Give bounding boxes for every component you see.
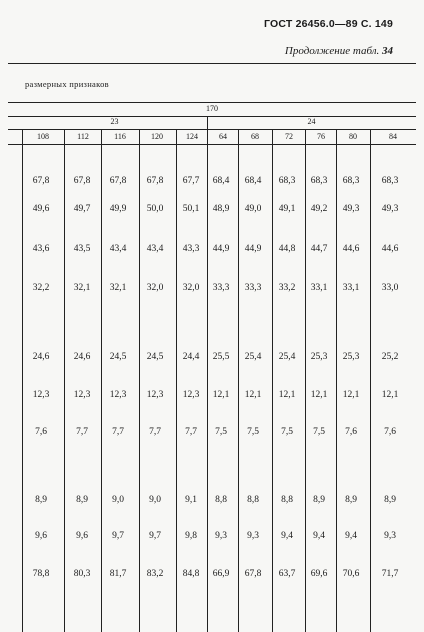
table-cell: 12,1 (278, 390, 296, 400)
table-cell: 9,1 (185, 495, 197, 505)
table-cell: 8,9 (345, 495, 357, 505)
table-cell: 12,1 (381, 390, 399, 400)
header-group-24: 24 (307, 117, 316, 126)
table-cell: 9,4 (345, 531, 357, 541)
table-cell: 9,3 (384, 531, 396, 541)
column-header: 76 (317, 132, 325, 141)
table-cell: 8,9 (313, 495, 325, 505)
table-cell: 32,0 (146, 283, 164, 293)
table-cell: 12,3 (73, 390, 91, 400)
table-cell: 33,3 (244, 283, 262, 293)
table-cell: 69,6 (310, 569, 328, 579)
table-cell: 44,9 (244, 244, 262, 254)
table-cell: 33,3 (212, 283, 230, 293)
table-cell: 7,5 (281, 427, 293, 437)
table-cell: 25,3 (342, 352, 360, 362)
table-cell: 9,0 (112, 495, 124, 505)
table-cell: 9,6 (35, 531, 47, 541)
table-cell: 12,1 (212, 390, 230, 400)
table-cell: 12,1 (310, 390, 328, 400)
table-cell: 33,1 (342, 283, 360, 293)
table-cell: 32,0 (182, 283, 200, 293)
table-cell: 9,3 (215, 531, 227, 541)
column-header: 84 (389, 132, 397, 141)
table-cell: 84,8 (182, 569, 200, 579)
table-cell: 80,3 (73, 569, 91, 579)
table-cell: 66,9 (212, 569, 230, 579)
table-cell: 9,3 (247, 531, 259, 541)
table-cell: 67,7 (182, 176, 200, 186)
table-cell: 7,7 (112, 427, 124, 437)
table-cell: 49,3 (342, 204, 360, 214)
table-cell: 43,4 (109, 244, 127, 254)
header-group-23: 23 (110, 117, 119, 126)
table-cell: 50,0 (146, 204, 164, 214)
table-cell: 44,6 (381, 244, 399, 254)
header-rule (8, 63, 416, 64)
table-cell: 49,1 (278, 204, 296, 214)
table-continuation-label (285, 45, 393, 57)
table-cell: 81,7 (109, 569, 127, 579)
column-divider (207, 116, 208, 632)
table-cell: 32,1 (109, 283, 127, 293)
table-cell: 25,4 (244, 352, 262, 362)
column-header: 68 (251, 132, 259, 141)
table-cell: 48,9 (212, 204, 230, 214)
table-cell: 7,5 (313, 427, 325, 437)
table-cell: 43,4 (146, 244, 164, 254)
header-rule-3 (8, 144, 416, 145)
column-header: 108 (37, 132, 49, 141)
table-cell: 24,5 (109, 352, 127, 362)
table-cell: 67,8 (73, 176, 91, 186)
table-cell: 9,4 (313, 531, 325, 541)
column-header: 80 (349, 132, 357, 141)
table-cell: 9,8 (185, 531, 197, 541)
page-header: ГОСТ 26456.0—89 С. 149 (263, 18, 393, 30)
table-cell: 33,0 (381, 283, 399, 293)
table-cell: 44,6 (342, 244, 360, 254)
header-height-170: 170 (206, 104, 218, 113)
column-header: 64 (219, 132, 227, 141)
table-cell: 12,1 (244, 390, 262, 400)
table-cell: 44,7 (310, 244, 328, 254)
table-cell: 25,2 (381, 352, 399, 362)
column-header: 120 (151, 132, 163, 141)
table-cell: 49,7 (73, 204, 91, 214)
table-cell: 7,7 (76, 427, 88, 437)
table-cell: 50,1 (182, 204, 200, 214)
column-header: 112 (77, 132, 89, 141)
column-header: 124 (186, 132, 198, 141)
table-cell: 70,6 (342, 569, 360, 579)
table-cell: 68,3 (342, 176, 360, 186)
table-cell: 33,2 (278, 283, 296, 293)
table-cell: 8,8 (281, 495, 293, 505)
table-cell: 44,8 (278, 244, 296, 254)
table-cell: 63,7 (278, 569, 296, 579)
table-cell: 12,3 (32, 390, 50, 400)
table-cell: 8,9 (384, 495, 396, 505)
table-cell: 44,9 (212, 244, 230, 254)
table-cell: 9,0 (149, 495, 161, 505)
table-number: 34 (382, 45, 393, 57)
column-header: 72 (285, 132, 293, 141)
table-cell: 68,3 (381, 176, 399, 186)
table-cell: 67,8 (244, 569, 262, 579)
table-cell: 12,3 (109, 390, 127, 400)
table-cell: 24,5 (146, 352, 164, 362)
table-cell: 8,8 (215, 495, 227, 505)
table-cell: 24,6 (73, 352, 91, 362)
table-cell: 9,4 (281, 531, 293, 541)
table-cell: 68,3 (278, 176, 296, 186)
header-rule-2 (8, 129, 416, 130)
table-cell: 83,2 (146, 569, 164, 579)
table-cell: 9,7 (112, 531, 124, 541)
table-cell: 68,4 (212, 176, 230, 186)
table-cell: 49,9 (109, 204, 127, 214)
data-table (8, 102, 416, 632)
table-cell: 68,3 (310, 176, 328, 186)
table-cell: 43,5 (73, 244, 91, 254)
section-caption: размерных признаков (25, 79, 109, 89)
table-cell: 12,3 (182, 390, 200, 400)
continuation-text: Продолжение табл. (284, 45, 380, 57)
table-cell: 24,6 (32, 352, 50, 362)
table-cell: 12,3 (146, 390, 164, 400)
table-cell: 8,9 (35, 495, 47, 505)
table-cell: 7,6 (384, 427, 396, 437)
table-cell: 25,5 (212, 352, 230, 362)
table-cell: 24,4 (182, 352, 200, 362)
table-cell: 43,3 (182, 244, 200, 254)
table-cell: 32,1 (73, 283, 91, 293)
table-cell: 8,9 (76, 495, 88, 505)
table-cell: 7,7 (185, 427, 197, 437)
table-cell: 8,8 (247, 495, 259, 505)
table-cell: 7,7 (149, 427, 161, 437)
table-cell: 49,0 (244, 204, 262, 214)
table-cell: 67,8 (146, 176, 164, 186)
table-cell: 12,1 (342, 390, 360, 400)
table-cell: 49,2 (310, 204, 328, 214)
table-cell: 68,4 (244, 176, 262, 186)
table-cell: 7,5 (247, 427, 259, 437)
table-cell: 67,8 (32, 176, 50, 186)
table-cell: 49,6 (32, 204, 50, 214)
table-cell: 33,1 (310, 283, 328, 293)
table-cell: 49,3 (381, 204, 399, 214)
table-cell: 25,3 (310, 352, 328, 362)
table-cell: 7,6 (35, 427, 47, 437)
table-top-rule (8, 102, 416, 103)
table-cell: 25,4 (278, 352, 296, 362)
table-cell: 7,5 (215, 427, 227, 437)
table-cell: 9,7 (149, 531, 161, 541)
table-cell: 7,6 (345, 427, 357, 437)
table-cell: 67,8 (109, 176, 127, 186)
table-cell: 78,8 (32, 569, 50, 579)
table-cell: 9,6 (76, 531, 88, 541)
table-cell: 43,6 (32, 244, 50, 254)
column-header: 116 (114, 132, 126, 141)
table-cell: 71,7 (381, 569, 399, 579)
table-cell: 32,2 (32, 283, 50, 293)
